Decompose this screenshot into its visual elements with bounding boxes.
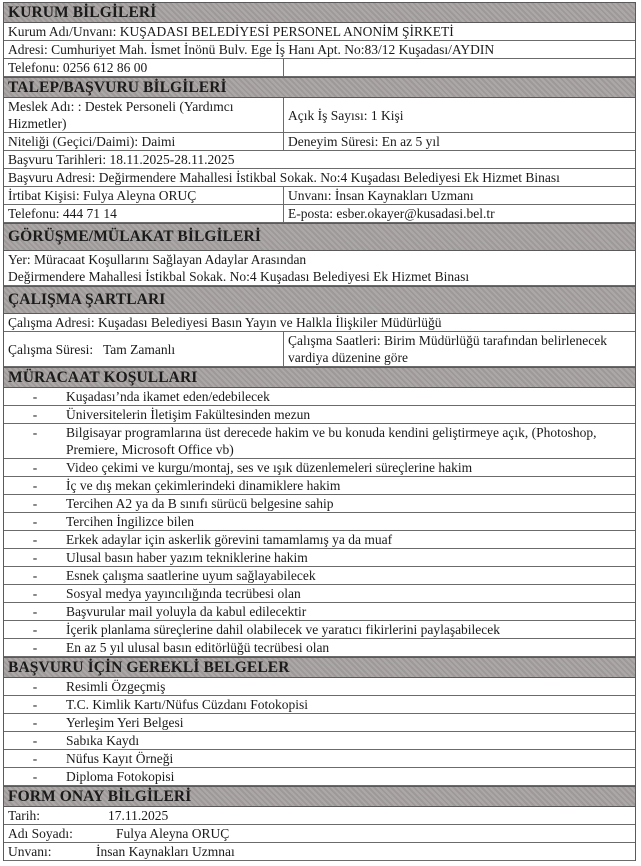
bullet-dash-icon: - <box>32 679 38 694</box>
muracaat-item <box>4 567 635 585</box>
kurum-phone-empty <box>284 59 635 76</box>
kurum-address: Adresi: Cumhuriyet Mah. İsmet İnönü Bulv. Ege İş Hanı Apt. No:83/12 Kuşadası/AYDIN <box>8 42 495 57</box>
calisma-sure <box>4 332 284 366</box>
gorusme-text <box>4 251 635 285</box>
bullet-dash-icon: - <box>32 478 38 493</box>
belge-item <box>4 678 635 696</box>
talep-unvan: Unvanı: İnsan Kaynakları Uzmanı <box>288 188 474 203</box>
talep-nitelik: Niteliği (Geçici/Daimi): Daimi <box>4 133 284 150</box>
talep-telefon: Telefonu: 444 71 14 <box>4 205 284 222</box>
belge-item-text: Diploma Fotokopisi <box>66 769 175 784</box>
bullet-dash-icon: - <box>32 407 38 422</box>
talep-telefon-row <box>4 205 635 223</box>
kurum-phone: Telefonu: 0256 612 86 00 <box>4 59 284 76</box>
bullet-dash-icon: - <box>32 550 38 565</box>
muracaat-item-text: Tercihen İngilizce bilen <box>66 514 194 529</box>
calisma-adres: Çalışma Adresi: Kuşadası Belediyesi Basın Yayın ve Halkla İlişkiler Müdürlüğü <box>8 315 442 330</box>
belgeler-list <box>4 678 635 786</box>
section-header-talep: TALEP/BAŞVURU BİLGİLERİ <box>4 77 635 98</box>
kurum-phone-row <box>4 59 635 77</box>
bullet-dash-icon: - <box>32 622 38 637</box>
bullet-dash-icon: - <box>32 389 38 404</box>
muracaat-item <box>4 388 635 406</box>
muracaat-item-text: Üniversitelerin İletişim Fakültesinden mezun <box>66 407 311 422</box>
talep-acik-is <box>284 98 635 132</box>
bullet-dash-icon: - <box>32 604 38 619</box>
belge-item <box>4 714 635 732</box>
muracaat-item <box>4 603 635 621</box>
bullet-dash-icon: - <box>32 568 38 583</box>
muracaat-item-text: Bilgisayar programlarına üst derecede hakim ve bu konuda kendini geliştirmeye açık, (Photoshop, Premiere, Microsoft Office vb) <box>66 425 597 457</box>
belge-item <box>4 750 635 768</box>
muracaat-item <box>4 621 635 639</box>
muracaat-list <box>4 388 635 657</box>
gorusme-line-1: Yer: Müracaat Koşullarını Sağlayan Adaylar Arasından <box>8 252 307 267</box>
talep-adres-row <box>4 169 635 187</box>
muracaat-item <box>4 424 635 459</box>
bullet-dash-icon: - <box>32 640 38 655</box>
muracaat-item-text: Ulusal basın haber yazım tekniklerine hakim <box>66 550 308 565</box>
muracaat-item-text: En az 5 yıl ulusal basın editörlüğü tecrübesi olan <box>66 640 330 655</box>
kurum-name-row <box>4 23 635 41</box>
muracaat-item <box>4 477 635 495</box>
talep-nitelik-row <box>4 133 635 151</box>
muracaat-item-text: Tercihen A2 ya da B sınıfı sürücü belgesine sahip <box>66 496 334 511</box>
muracaat-item-text: Başvurular mail yoluyla da kabul edilecektir <box>66 604 307 619</box>
calisma-adres-row <box>4 314 635 332</box>
belge-item-text: Yerleşim Yeri Belgesi <box>66 715 184 730</box>
muracaat-item <box>4 585 635 603</box>
muracaat-item-text: Esnek çalışma saatlerine uyum sağlayabilecek <box>66 568 316 583</box>
belge-item-text: Nüfus Kayıt Örneği <box>66 751 174 766</box>
belge-item <box>4 732 635 750</box>
bullet-dash-icon: - <box>32 769 38 784</box>
onay-tarih-label: Tarih: <box>8 808 41 823</box>
talep-irtibat: İrtibat Kişisi: Fulya Aleyna ORUÇ <box>4 187 284 204</box>
section-header-belgeler: BAŞVURU İÇİN GEREKLİ BELGELER <box>4 657 635 678</box>
bullet-dash-icon: - <box>32 496 38 511</box>
muracaat-item <box>4 406 635 424</box>
onay-unvan-row <box>4 843 635 861</box>
gorusme-row <box>4 251 635 286</box>
muracaat-item-text: Kuşadası’nda ikamet eden/edebilecek <box>66 389 270 404</box>
bullet-dash-icon: - <box>32 425 38 440</box>
calisma-sure-row <box>4 332 635 367</box>
talep-irtibat-row <box>4 187 635 205</box>
talep-deneyim: Deneyim Süresi: En az 5 yıl <box>288 134 440 149</box>
section-header-kurum: KURUM BİLGİLERİ <box>4 2 635 23</box>
belge-item <box>4 696 635 714</box>
talep-meslek: Meslek Adı: : Destek Personeli (Yardımcı Hizmetler) <box>4 98 284 132</box>
muracaat-item-text: İçerik planlama süreçlerine dahil olabilecek ve yaratıcı fikirlerini paylaşabilecek <box>66 622 501 637</box>
calisma-sure-text: Çalışma Süresi: Tam Zamanlı <box>8 341 176 357</box>
talep-tarihler-row <box>4 151 635 169</box>
bullet-dash-icon: - <box>32 514 38 529</box>
onay-ad-row <box>4 825 635 843</box>
onay-ad-value: Fulya Aleyna ORUÇ <box>116 826 230 841</box>
section-header-onay: FORM ONAY BİLGİLERİ <box>4 786 635 807</box>
muracaat-item <box>4 459 635 477</box>
onay-tarih-row <box>4 807 635 825</box>
onay-tarih-value: 17.11.2025 <box>108 808 169 823</box>
job-posting-form <box>3 2 636 861</box>
gorusme-line-2: Değirmendere Mahallesi İstikbal Sokak. No:4 Kuşadası Belediyesi Ek Hizmet Binası <box>8 269 470 284</box>
talep-meslek-row <box>4 98 635 133</box>
belge-item-text: Resimli Özgeçmiş <box>66 679 166 694</box>
bullet-dash-icon: - <box>32 715 38 730</box>
muracaat-item-text: Video çekimi ve kurgu/montaj, ses ve ışık düzenlemeleri süreçlerine hakim <box>66 460 473 475</box>
calisma-saatler: Çalışma Saatleri: Birim Müdürlüğü tarafından belirlenecek vardiya düzenine göre <box>288 333 608 365</box>
belge-item-text: Sabıka Kaydı <box>66 733 140 748</box>
muracaat-item <box>4 531 635 549</box>
bullet-dash-icon: - <box>32 751 38 766</box>
onay-unvan-label: Unvanı: <box>8 844 52 859</box>
muracaat-item <box>4 639 635 657</box>
belge-item <box>4 768 635 786</box>
kurum-name: Kurum Adı/Unvanı: KUŞADASI BELEDİYESİ PERSONEL ANONİM ŞİRKETİ <box>8 24 454 39</box>
section-header-calisma: ÇALIŞMA ŞARTLARI <box>4 286 635 314</box>
bullet-dash-icon: - <box>32 697 38 712</box>
kurum-address-row <box>4 41 635 59</box>
section-header-muracaat: MÜRACAAT KOŞULLARI <box>4 367 635 388</box>
onay-ad-label: Adı Soyadı: <box>8 826 73 841</box>
onay-unvan-value: İnsan Kaynakları Uzmnaı <box>96 844 235 859</box>
bullet-dash-icon: - <box>32 460 38 475</box>
bullet-dash-icon: - <box>32 532 38 547</box>
talep-eposta[interactable]: E-posta: esber.okayer@kusadasi.bel.tr <box>288 206 495 221</box>
bullet-dash-icon: - <box>32 733 38 748</box>
muracaat-item-text: Sosyal medya yayıncılığında tecrübesi olan <box>66 586 301 601</box>
muracaat-item <box>4 513 635 531</box>
talep-adres: Başvuru Adresi: Değirmendere Mahallesi İstikbal Sokak. No:4 Kuşadası Belediyesi Ek Hizmet Binası <box>8 170 560 185</box>
talep-acik-is-text: Açık İş Sayısı: 1 Kişi <box>288 107 404 123</box>
belge-item-text: T.C. Kimlik Kartı/Nüfus Cüzdanı Fotokopisi <box>66 697 308 712</box>
talep-tarihler: Başvuru Tarihleri: 18.11.2025-28.11.2025 <box>8 152 235 167</box>
muracaat-item-text: Erkek adaylar için askerlik görevini tamamlamış ya da muaf <box>66 532 393 547</box>
muracaat-item <box>4 549 635 567</box>
bullet-dash-icon: - <box>32 586 38 601</box>
muracaat-item-text: İç ve dış mekan çekimlerindeki dinamiklere hakim <box>66 478 341 493</box>
section-header-gorusme: GÖRÜŞME/MÜLAKAT BİLGİLERİ <box>4 223 635 251</box>
muracaat-item <box>4 495 635 513</box>
